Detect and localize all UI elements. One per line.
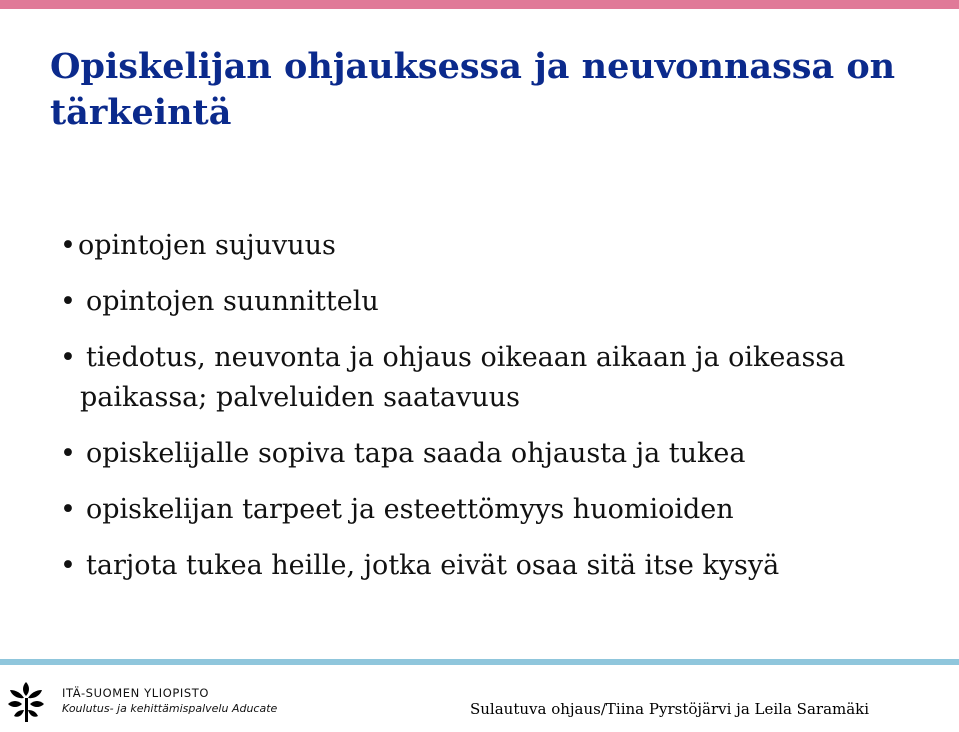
bullet-item bbox=[58, 282, 948, 322]
bullet-item bbox=[58, 546, 948, 586]
bullet-text: opintojen suunnittelu bbox=[86, 286, 379, 317]
bottom-accent-bar bbox=[0, 659, 959, 665]
bullet-icon: • bbox=[60, 550, 76, 581]
bullet-icon: • bbox=[60, 342, 76, 373]
footer-credit: Sulautuva ohjaus/Tiina Pyrstöjärvi ja Leila Saramäki bbox=[470, 700, 870, 718]
organization-block bbox=[62, 686, 277, 717]
top-accent-bar bbox=[0, 0, 959, 9]
uef-logo-icon bbox=[6, 680, 48, 724]
organization-unit: Koulutus- ja kehittämispalvelu Aducate bbox=[62, 702, 278, 715]
bullet-icon: • bbox=[60, 494, 76, 525]
bullet-icon: • bbox=[60, 438, 76, 469]
bullet-icon: • bbox=[60, 286, 76, 317]
slide-title-line-1: Opiskelijan ohjauksessa ja neuvonnassa on bbox=[50, 46, 896, 87]
slide-title bbox=[50, 44, 930, 136]
bullet-icon: • bbox=[60, 230, 76, 261]
bullet-text: opiskelijan tarpeet ja esteettömyys huomioiden bbox=[86, 494, 734, 525]
bullet-text: tiedotus, neuvonta ja ohjaus oikeaan aikaan ja oikeassa bbox=[86, 342, 846, 373]
bullet-item bbox=[58, 338, 948, 418]
bullet-text: opiskelijalle sopiva tapa saada ohjausta ja tukea bbox=[86, 438, 746, 469]
bullet-text: opintojen sujuvuus bbox=[78, 230, 336, 261]
slide-title-line-2: tärkeintä bbox=[50, 92, 232, 133]
bullet-list bbox=[58, 226, 948, 602]
organization-name: ITÄ-SUOMEN YLIOPISTO bbox=[62, 686, 210, 700]
bullet-item bbox=[58, 434, 948, 474]
bullet-text-continuation: paikassa; palveluiden saatavuus bbox=[80, 382, 520, 413]
bullet-item bbox=[58, 226, 948, 266]
bullet-text: tarjota tukea heille, jotka eivät osaa sitä itse kysyä bbox=[86, 550, 780, 581]
bullet-item bbox=[58, 490, 948, 530]
